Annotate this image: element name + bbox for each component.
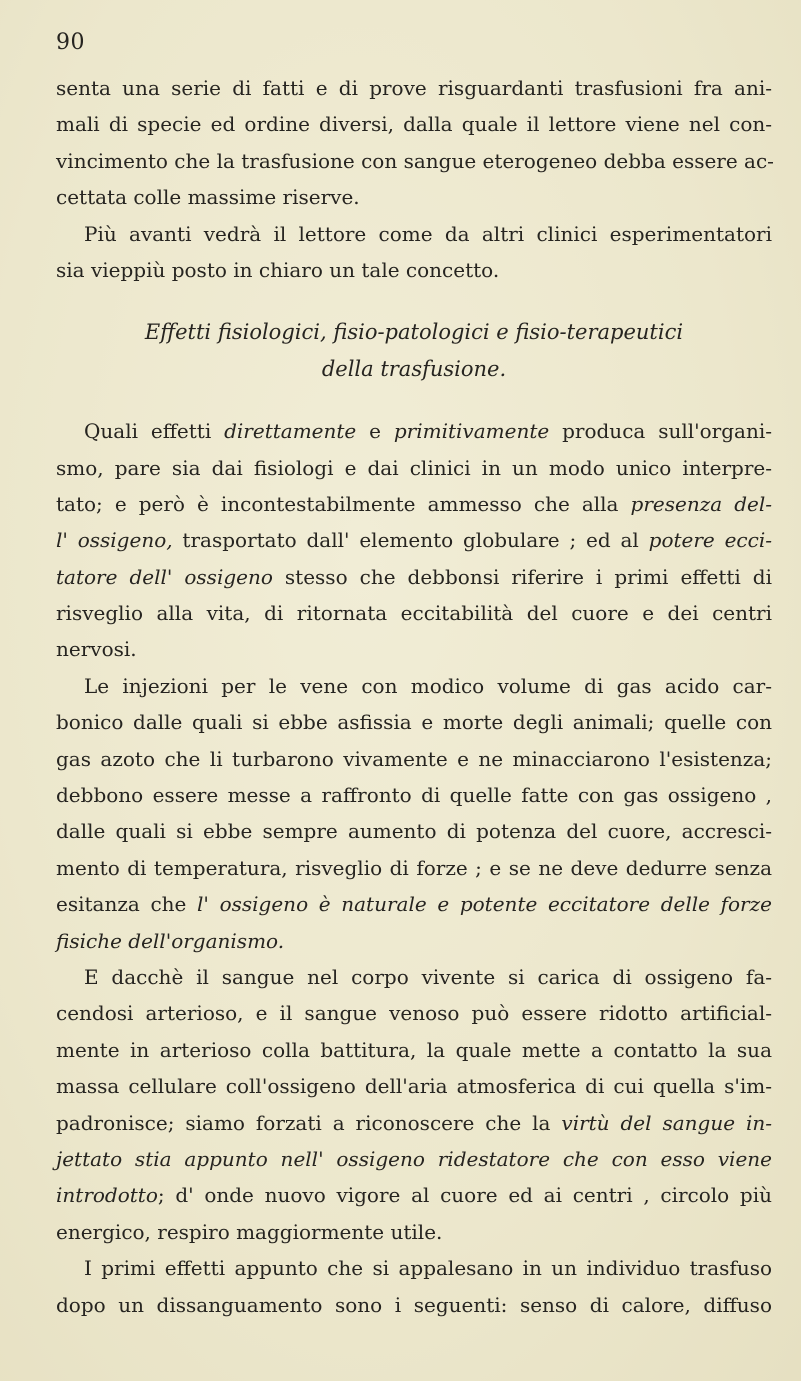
text-line (56, 923, 772, 959)
text-line: Più avanti vedrà il lettore come da altri clinici esperimentatori (84, 221, 772, 246)
text-line: I primi effetti appunto che si appalesano in un individuo trasfuso (84, 1256, 772, 1281)
text-line: dopo un dissanguamento sono i seguenti: senso di calore, diffuso (56, 1292, 772, 1317)
text-run: Quali effetti (84, 419, 225, 444)
text-line: E dacchè il sangue nel corpo vivente si carica di ossigeno fa- (84, 964, 772, 989)
italic-run: presenza del- (630, 491, 772, 516)
text-line: mali di specie ed ordine diversi, dalla quale il lettore viene nel con- (56, 112, 772, 137)
text-line: risveglio alla vita, di ritornata eccitabilità del cuore e dei centri (56, 601, 772, 626)
text-line: energico, respiro maggiormente utile. (56, 1219, 443, 1244)
text-line: dalle quali si ebbe sempre aumento di potenza del cuore, accresci- (56, 819, 772, 844)
spacer (56, 387, 772, 413)
text-line (56, 486, 772, 522)
italic-run: jettato stia appunto nell' ossigeno ridestatore che con esso viene (56, 1146, 772, 1171)
text-line: nervosi. (56, 637, 137, 662)
text-line: vincimento che la trasfusione con sangue eterogeneo debba essere ac- (56, 148, 774, 173)
italic-run: l' ossigeno, (56, 528, 173, 553)
text-line (56, 522, 772, 558)
text-line: debbono essere messe a raffronto di quelle fatte con gas ossigeno , (56, 783, 772, 808)
text-line (56, 559, 772, 595)
page-number: 90 (56, 30, 85, 55)
text-line: gas azoto che li turbarono vivamente e ne minacciarono l'esistenza; (56, 746, 772, 771)
text-line (56, 886, 772, 922)
text-run: padronisce; siamo forzati a riconoscere che la (56, 1110, 562, 1135)
body-text (56, 70, 772, 1323)
italic-run: l' ossigeno è naturale e potente eccitatore delle forze (197, 892, 772, 917)
italic-run: fisiche dell'organismo. (56, 928, 285, 953)
text-run: trasportato dall' elemento globulare ; ed al (172, 528, 649, 553)
text-run: stesso che debbonsi riferire i primi effetti di (272, 564, 772, 589)
italic-run: introdotto (56, 1183, 158, 1208)
text-line: smo, pare sia dai fisiologi e dai clinici in un modo unico interpre- (56, 455, 772, 480)
text-run: produca sull'organi- (549, 419, 772, 444)
text-run: ; d' onde nuovo vigore al cuore ed ai centri , circolo più (157, 1183, 772, 1208)
italic-run: primitivamente (393, 419, 550, 444)
text-line (56, 1105, 772, 1141)
italic-run: tatore dell' ossigeno (56, 564, 273, 589)
text-run: e (356, 419, 394, 444)
text-line: mento di temperatura, risveglio di forze ; e se ne deve dedurre senza (56, 855, 772, 880)
text-line: sia vieppiù posto in chiaro un tale concetto. (56, 257, 500, 282)
italic-run: direttamente (224, 419, 357, 444)
text-line: Le injezioni per le vene con modico volume di gas acido car- (84, 673, 772, 698)
text-line: bonico dalle quali si ebbe asfissia e morte degli animali; quelle con (56, 710, 772, 735)
section-heading-line-2: della trasfusione. (321, 356, 507, 381)
text-line: cettata colle massime riserve. (56, 185, 360, 210)
text-run: esitanza che (56, 892, 198, 917)
section-heading-line-1: Effetti fisiologici, fisio-patologici e fisio-terapeutici (144, 320, 684, 345)
text-line: cendosi arterioso, e il sangue venoso può essere ridotto artificial- (56, 1001, 772, 1026)
text-line: massa cellulare coll'ossigeno dell'aria atmosferica di cui quella s'im- (56, 1074, 772, 1099)
italic-run: virtù del sangue in- (561, 1110, 772, 1135)
text-line (56, 413, 772, 449)
italic-run: potere ecci- (648, 528, 772, 553)
spacer (56, 288, 772, 314)
text-run: tato; e però è incontestabilmente ammesso che alla (56, 491, 631, 516)
text-line (56, 1141, 772, 1177)
text-line: mente in arterioso colla battitura, la quale mette a contatto la sua (56, 1037, 772, 1062)
text-line (56, 1177, 772, 1213)
text-line: senta una serie di fatti e di prove risguardanti trasfusioni fra ani- (56, 76, 772, 100)
